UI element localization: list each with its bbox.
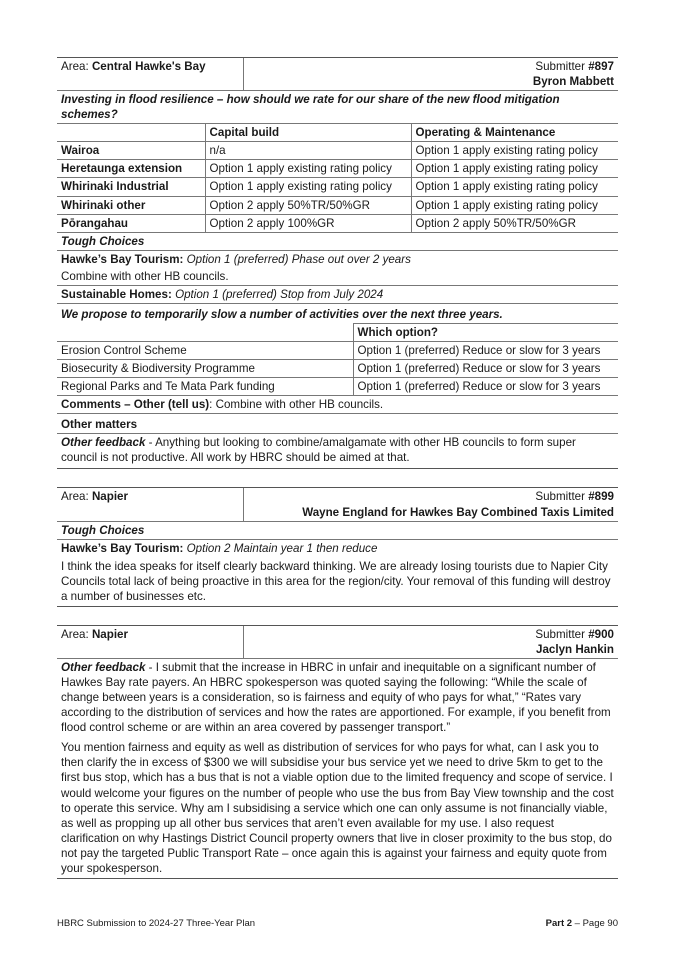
table-row: Wairoa n/a Option 1 apply existing rating policy [57,142,618,160]
submitter-cell: Submitter #900 Jaclyn Hankin [535,627,614,656]
col-opex: Operating & Maintenance [411,124,618,142]
tourism-comment: I think the idea speaks for itself clearly backward thinking. We are already losing tourists due to Napier City Councils total lack of being proactive in this area for the region/city. Your removal of this funding will destroy a number of businesses etc. [61,559,611,603]
other-matters-heading: Other matters [57,413,618,433]
tough-choices-heading: Tough Choices [57,232,618,250]
page-number: Part 2 – Page 90 [545,918,618,929]
table-row: Whirinaki other Option 2 apply 50%TR/50%GR Option 1 apply existing rating policy [57,196,618,214]
tourism-answer: Hawke’s Bay Tourism: Option 2 Maintain year 1 then reduce [57,539,618,557]
table-row: Pōrangahau Option 2 apply 100%GR Option 2 apply 50%TR/50%GR [57,214,618,232]
table-row: Biosecurity & Biodiversity Programme Option 1 (preferred) Reduce or slow for 3 years [57,360,618,378]
submitter-cell: Submitter #897 Byron Mabbett [532,60,614,89]
submission-header [57,626,618,658]
slow-table [57,323,618,395]
table-row: Whirinaki Industrial Option 1 apply existing rating policy Option 1 apply existing rating policy [57,178,618,196]
col-capital: Capital build [205,124,411,142]
which-option-header: Which option? [353,323,618,341]
comments-other: Comments – Other (tell us): Combine with other HB councils. [57,395,618,413]
area-cell: Area: Napier [57,488,244,520]
flood-table [57,123,618,231]
table-row: Heretaunga extension Option 1 apply existing rating policy Option 1 apply existing rating policy [57,160,618,178]
submitter-cell: Submitter #899 Wayne England for Hawkes Bay Combined Taxis Limited [302,490,614,519]
tough-choices-heading: Tough Choices [57,521,618,539]
other-feedback: Other feedback - Anything but looking to combine/amalgamate with other HB councils to form super council is not productive. All work by HBRC should be aimed at that. [57,433,618,468]
footer-title: HBRC Submission to 2024-27 Three-Year Plan [57,918,256,929]
page-footer [57,918,618,930]
submission-header [57,488,618,520]
flood-question: Investing in flood resilience – how should we rate for our share of the new flood mitigation schemes? [57,90,618,123]
document-page [57,57,618,879]
feedback-paragraph: You mention fairness and equity as well as distribution of services for who pays for what, can I ask you to then clarify the in excess of $300 we will subsidise your bus service yet we need to drive 5km to get to the first bus stop, which has a bus that is not a viable option due to the limited frequency and scope of service. I would welcome your figures on the number of people who use the bus from Bay View township and the cost to operate this service. Why am I subsidising a service which one can only assume is not financially viable, as well as propping up all other bus services that aren’t even available for my use. I also request clarification on why Hastings District Council property owners that live in closer proximity to the bus stop, do not pay the targeted Public Transport Rate – once again this is against your fairness and equity quote from your spokesperson. [61,741,614,875]
tourism-comment: Combine with other HB councils. [61,269,229,283]
submission-897 [57,57,618,469]
other-feedback: Other feedback - I submit that the increase in HBRC in unfair and inequitable on a significant number of Hawkes Bay rate payers. An HBRC spokesperson was quoted saying the following: “While the scale of change between years is a consideration, so is fairness and equity of who pays for what,” “Rates vary according to the distribution of services and how the rates are apportioned. For example, if you benefit from flood control scheme or are within an area covered by passenger transport.” [57,658,618,738]
area-cell: Area: Central Hawke's Bay [57,58,244,90]
area-cell: Area: Napier [57,626,244,658]
submission-header [57,58,618,90]
submission-900 [57,625,618,879]
submission-899 [57,487,618,606]
slow-question: We propose to temporarily slow a number of activities over the next three years. [57,303,618,323]
table-row: Regional Parks and Te Mata Park funding Option 1 (preferred) Reduce or slow for 3 years [57,378,618,396]
table-row: Erosion Control Scheme Option 1 (preferred) Reduce or slow for 3 years [57,342,618,360]
tourism-answer: Hawke’s Bay Tourism: Option 1 (preferred) Phase out over 2 years [57,250,618,268]
homes-answer: Sustainable Homes: Option 1 (preferred) Stop from July 2024 [57,285,618,303]
